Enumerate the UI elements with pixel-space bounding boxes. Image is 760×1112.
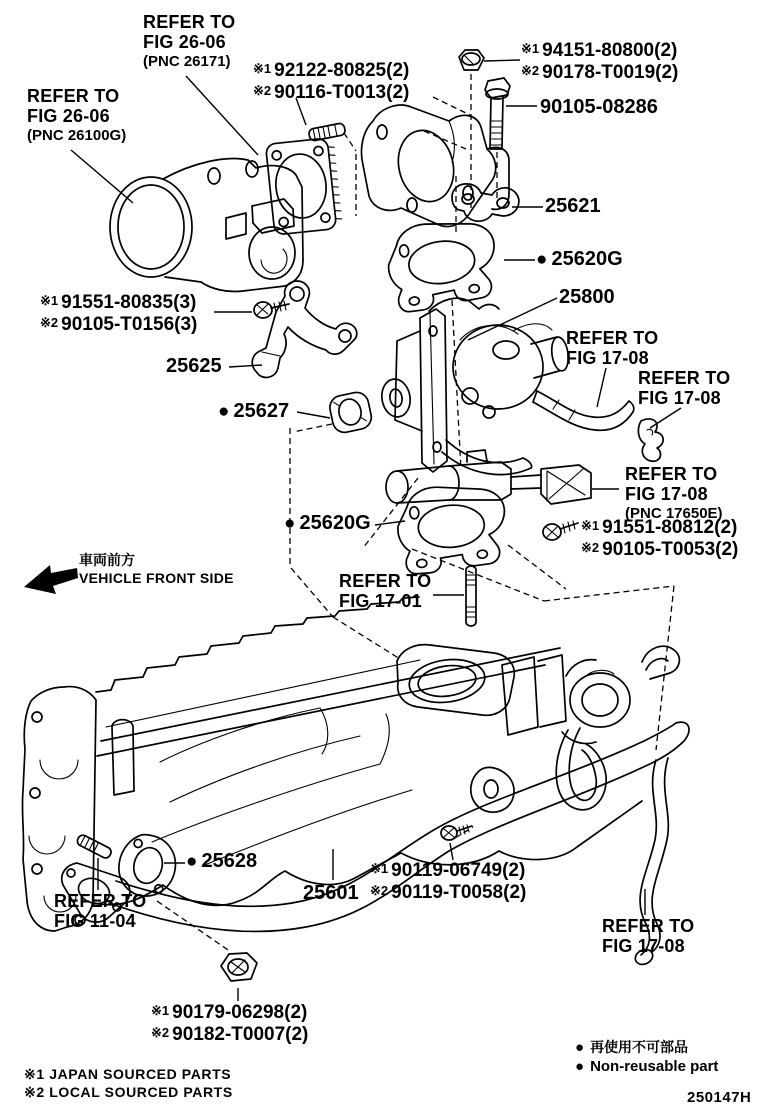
part-row bbox=[151, 1023, 308, 1045]
part-label-91551-80812 bbox=[581, 516, 738, 559]
part-number: 90119-T0058(2) bbox=[391, 881, 527, 903]
ref-line: FIG 17-08 bbox=[566, 348, 649, 368]
part-label-25800: 25800 bbox=[559, 286, 615, 308]
legend-text-jp: 再使用不可部品 bbox=[590, 1039, 689, 1055]
part-number: 94151-80800(2) bbox=[542, 40, 678, 61]
gasket-25620g-top-drawing bbox=[384, 216, 501, 314]
ref-line: FIG 17-01 bbox=[339, 591, 422, 611]
part-number: 92122-80825(2) bbox=[274, 60, 410, 81]
local-sourced-marker: ※2 bbox=[581, 539, 600, 555]
non-reusable-bullet: ● bbox=[186, 851, 198, 872]
gasket-25627-drawing bbox=[328, 390, 374, 434]
japan-sourced-marker: ※1 bbox=[253, 61, 272, 76]
part-row bbox=[521, 39, 678, 61]
ref-line: FIG 17-08 bbox=[638, 388, 721, 408]
part-number: 90105-T0053(2) bbox=[602, 538, 739, 560]
ref-line: FIG 17-08 bbox=[625, 484, 708, 504]
part-label-90105-08286: 90105-08286 bbox=[540, 96, 658, 118]
part-label-90119 bbox=[370, 859, 526, 902]
ref-label-fig17-08-d bbox=[602, 916, 694, 956]
ref-label-fig11-04 bbox=[54, 891, 146, 931]
local-sourced-marker: ※2 bbox=[370, 882, 389, 898]
gasket-25620g-mid-drawing bbox=[395, 483, 508, 575]
legend-row-en bbox=[575, 1057, 718, 1076]
part-row bbox=[40, 313, 197, 335]
ref-line-pnc: (PNC 26100G) bbox=[27, 127, 127, 144]
ref-line: REFER TO bbox=[27, 86, 120, 106]
part-label-25627 bbox=[218, 400, 289, 423]
non-reusable-bullet: ● bbox=[536, 249, 548, 270]
nut-drawing-94151 bbox=[459, 50, 484, 70]
part-label-25620g-mid bbox=[284, 512, 371, 535]
part-label-25628 bbox=[186, 850, 257, 873]
ref-line: REFER TO bbox=[638, 368, 731, 388]
footnote-local-sourced: ※2 LOCAL SOURCED PARTS bbox=[24, 1084, 233, 1100]
japan-sourced-marker: ※1 bbox=[370, 861, 389, 876]
part-number: 91551-80812(2) bbox=[602, 517, 738, 538]
part-row bbox=[370, 881, 526, 903]
part-label-92122-80825 bbox=[253, 59, 409, 102]
non-reusable-legend bbox=[575, 1038, 718, 1076]
part-number: 25620G bbox=[551, 248, 623, 270]
part-label-94151-80800 bbox=[521, 39, 678, 82]
legend-row-jp bbox=[575, 1038, 718, 1057]
throttle-gasket-drawing bbox=[265, 137, 342, 235]
legend-bullet: ● bbox=[575, 1039, 585, 1056]
part-label-25625: 25625 bbox=[166, 355, 222, 377]
egr-pipe-flange-drawing bbox=[361, 105, 509, 226]
local-sourced-marker: ※2 bbox=[521, 62, 540, 78]
figure-code: 250147H bbox=[687, 1089, 752, 1106]
bolt-drawing-90105 bbox=[485, 78, 510, 149]
ref-line: REFER TO bbox=[602, 916, 695, 936]
ref-line: FIG 26-06 bbox=[27, 106, 110, 126]
non-reusable-bullet: ● bbox=[218, 401, 230, 422]
ref-label-fig17-01 bbox=[339, 571, 431, 611]
vehicle-front-marker bbox=[79, 551, 234, 587]
ref-label-fig26-06-pnc26171 bbox=[143, 12, 235, 72]
ref-line: FIG 26-06 bbox=[143, 32, 226, 52]
vehicle-front-en: VEHICLE FRONT SIDE bbox=[79, 570, 234, 586]
bolt-drawing-91551a bbox=[254, 301, 289, 318]
part-row bbox=[521, 61, 678, 83]
part-label-25620g-top bbox=[536, 248, 623, 271]
ref-line: REFER TO bbox=[566, 328, 659, 348]
screw-drawing-91551b bbox=[543, 521, 578, 540]
stud-drawing-1701 bbox=[466, 566, 476, 626]
ref-line: REFER TO bbox=[339, 571, 432, 591]
local-sourced-marker: ※2 bbox=[151, 1024, 170, 1040]
part-number: 90178-T0019(2) bbox=[542, 61, 679, 83]
part-row bbox=[151, 1001, 308, 1023]
part-label-91551-80835 bbox=[40, 291, 197, 334]
ref-line-pnc: (PNC 26171) bbox=[143, 53, 231, 70]
egr-valve-25800-drawing bbox=[379, 298, 570, 474]
japan-sourced-marker: ※1 bbox=[581, 518, 600, 533]
part-row bbox=[581, 538, 738, 560]
part-row bbox=[40, 291, 197, 313]
ref-label-fig17-08-pnc17650e bbox=[625, 464, 723, 524]
part-row bbox=[370, 859, 526, 881]
ref-label-fig26-06-pnc26100g bbox=[27, 86, 126, 146]
part-number: 90119-06749(2) bbox=[391, 860, 526, 881]
vsv-valve-drawing bbox=[386, 450, 591, 504]
part-number: 25620G bbox=[299, 512, 371, 534]
ref-line: REFER TO bbox=[143, 12, 236, 32]
part-number: 90105-T0156(3) bbox=[61, 313, 198, 335]
footnote-japan-sourced: ※1 JAPAN SOURCED PARTS bbox=[24, 1066, 232, 1082]
nut-drawing-90179 bbox=[221, 953, 257, 981]
non-reusable-bullet: ● bbox=[284, 513, 296, 534]
bracket-25625-drawing bbox=[252, 281, 357, 377]
local-sourced-marker: ※2 bbox=[253, 82, 272, 98]
part-row bbox=[253, 59, 409, 81]
ref-line: REFER TO bbox=[54, 891, 147, 911]
part-number: 90179-06298(2) bbox=[172, 1002, 308, 1023]
part-number: 90182-T0007(2) bbox=[172, 1023, 309, 1045]
japan-sourced-marker: ※1 bbox=[151, 1003, 170, 1018]
legend-text-en: Non-reusable part bbox=[590, 1058, 719, 1075]
part-label-25601: 25601 bbox=[303, 882, 359, 904]
local-sourced-marker: ※2 bbox=[40, 314, 59, 330]
legend-bullet: ● bbox=[575, 1058, 585, 1075]
part-number: 91551-80835(3) bbox=[61, 292, 197, 313]
part-row bbox=[253, 81, 409, 103]
ref-line: FIG 11-04 bbox=[54, 911, 136, 931]
japan-sourced-marker: ※1 bbox=[40, 293, 59, 308]
vehicle-front-jp: 車両前方 bbox=[79, 552, 135, 568]
part-number: 25627 bbox=[233, 400, 290, 422]
hose-clamp-drawing bbox=[638, 419, 663, 461]
ref-label-fig17-08-a bbox=[566, 328, 658, 368]
part-label-90179 bbox=[151, 1001, 308, 1044]
part-number: 90116-T0013(2) bbox=[274, 81, 410, 103]
ref-line-pnc: (PNC 17650E) bbox=[625, 505, 723, 522]
sourcing-footnotes bbox=[24, 1065, 233, 1101]
ref-line: FIG 17-08 bbox=[602, 936, 685, 956]
vehicle-front-arrow bbox=[24, 565, 78, 594]
hose-drawing bbox=[533, 391, 634, 430]
part-label-25621: 25621 bbox=[545, 195, 601, 217]
japan-sourced-marker: ※1 bbox=[521, 41, 540, 56]
part-row bbox=[581, 516, 738, 538]
part-number: 25628 bbox=[201, 850, 258, 872]
ref-line: REFER TO bbox=[625, 464, 718, 484]
ref-label-fig17-08-b bbox=[638, 368, 730, 408]
stud-bolt-drawing-top bbox=[308, 123, 346, 142]
